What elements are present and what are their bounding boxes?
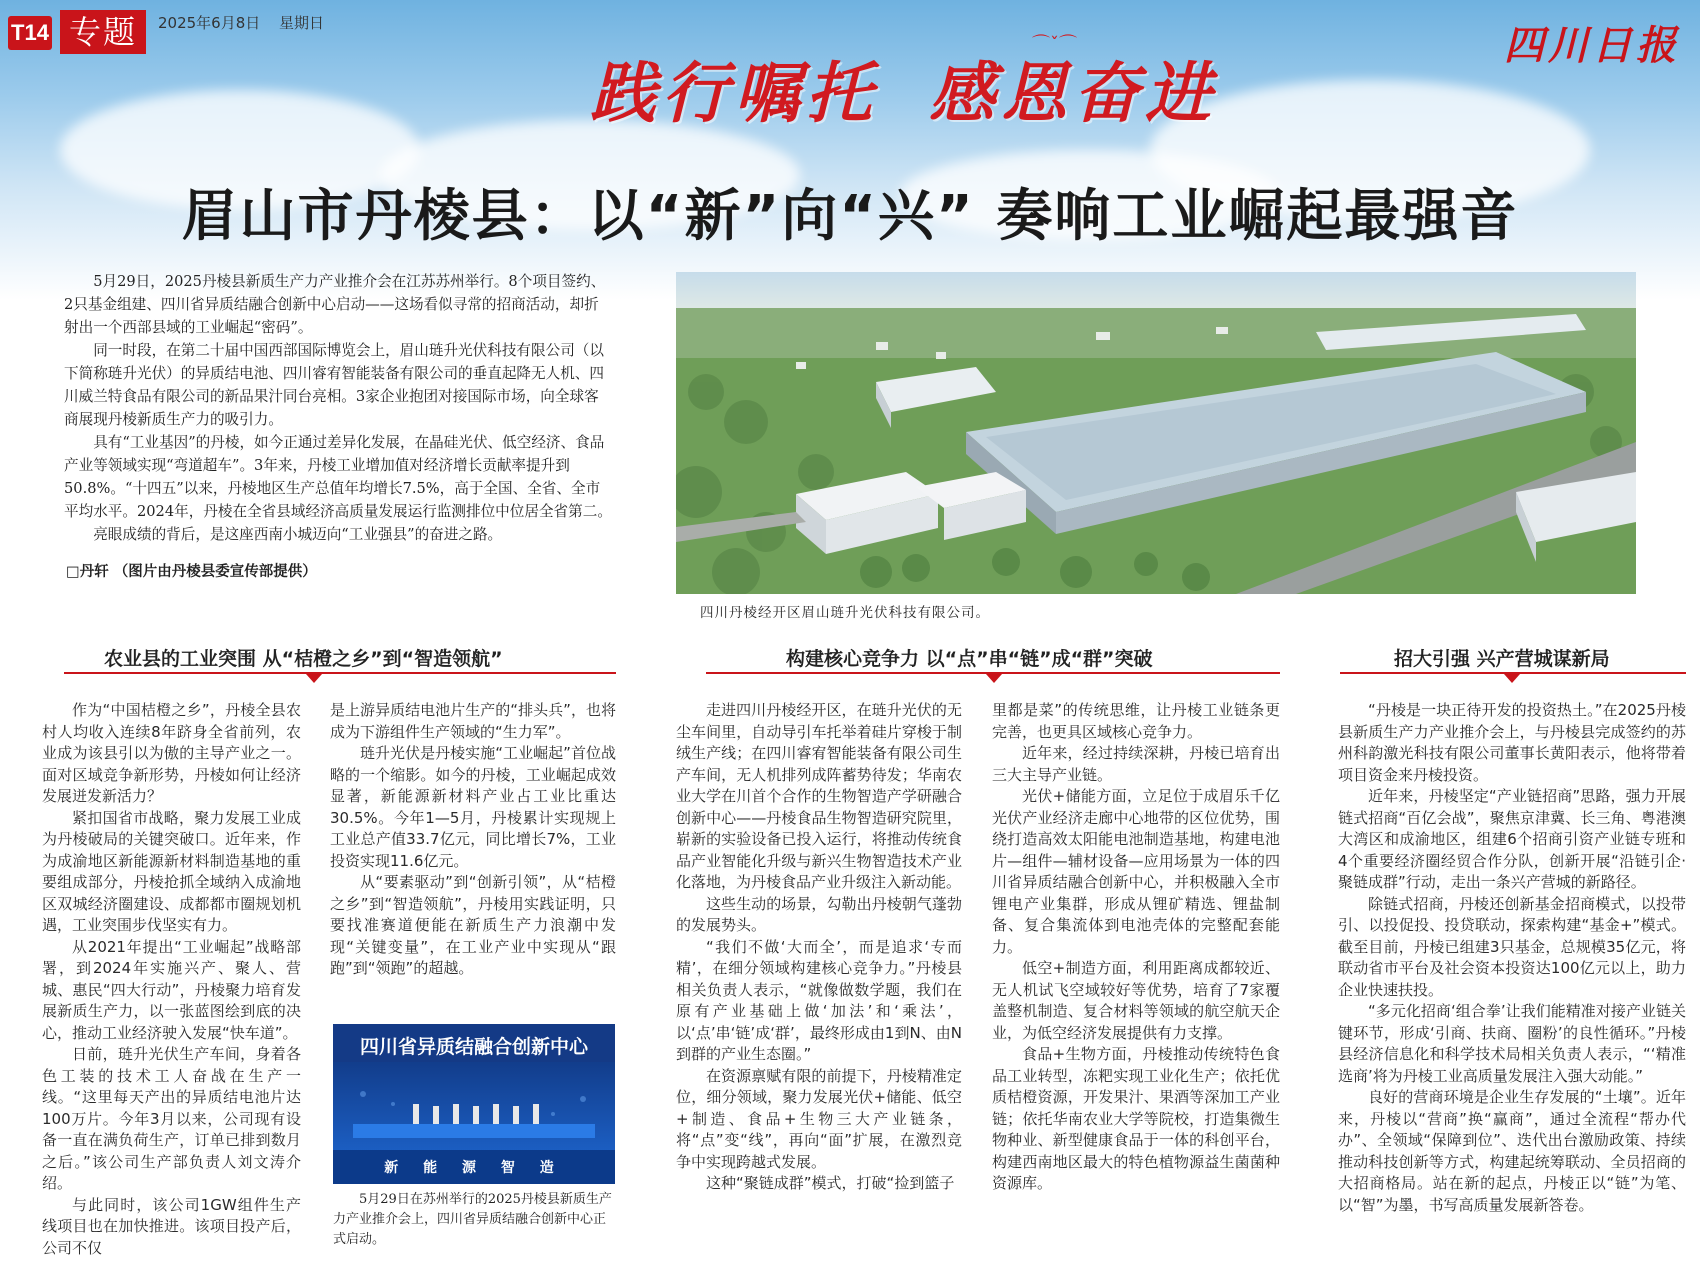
body-paragraph: 良好的营商环境是企业生存发展的“土壤”。近年来，丹棱以“营商”换“赢商”，通过全流程“帮办代办”、全领域“保障到位”、迭代出台激励政策、持续推动科技创新等方式，构建起统筹联动、全员招商的大招商格局。站在新的起点，丹棱正以“链”为笔、以“智”为墨，书写高质量发展新答卷。: [1338, 1088, 1686, 1214]
body-paragraph: “丹棱是一块正待开发的投资热土。”在2025丹棱县新质生产力产业推介会上，与丹棱县完成签约的苏州科韵激光科技有限公司董事长黄阳表示，他将带着项目资金来丹棱投资。: [1338, 701, 1686, 784]
birds-decoration: ⌒ˇ⌒: [1032, 34, 1077, 55]
body-paragraph: 光伏+储能方面，立足位于成眉乐千亿光伏产业经济走廊中心地带的区位优势，围绕打造高效太阳能电池制造基地，构建电池片—组件—辅材设备—应用场景为一体的四川省异质结融合创新中心，并积极融入全市锂电产业集群，形成从锂矿精选、锂盐制备、复合集流体到电池壳体的完整配套能力。: [992, 787, 1280, 956]
factory-aerial-photo: [676, 272, 1636, 594]
body-paragraph: 日前，琏升光伏生产车间，身着各色工装的技术工人奋战在生产一线。“这里每天产出的异质结电池片达100万片。今年3月以来，公司现有设备一直在满负荷生产，订单已排到数月之后。”该公司生产部负责人刘文涛介绍。: [42, 1045, 301, 1192]
factory-illustration: [676, 272, 1636, 594]
page-number-badge: T14: [8, 16, 52, 50]
body-paragraph: 这些生动的场景，勾勒出丹棱朝气蓬勃的发展势头。: [676, 894, 962, 934]
article-column-4: [992, 700, 1280, 1195]
section-title-marker: [986, 674, 1002, 683]
launch-banner-text: 四川省异质结融合创新中心: [359, 1036, 588, 1058]
article-column-5: [1338, 700, 1686, 1216]
body-paragraph: 近年来，经过持续深耕，丹棱已培育出三大主导产业链。: [992, 744, 1280, 784]
launch-photo-caption: 5月29日在苏州举行的2025丹棱县新质生产力产业推介会上，四川省异质结融合创新中心正式启动。: [333, 1192, 612, 1247]
lead-paragraph: 亮眼成绩的背后，是这座西南小城迈向“工业强县”的奋进之路。: [93, 526, 503, 543]
body-paragraph: “我们不做‘大而全’，而是追求‘专而精’，在细分领域构建核心竞争力。”丹棱县相关负责人表示，“就像做数学题，我们在原有产业基础上做‘加法’和‘乘法’，以‘点’串‘链’成‘群’，最终形成由1到N、由N到群的产业生态圈。”: [676, 937, 962, 1063]
launch-lower-text: 新 能 源 智 造: [384, 1160, 564, 1176]
section-title-1: 农业县的工业突围 从“桔橙之乡”到“智造领航”: [104, 648, 503, 670]
body-paragraph: 紧扣国省市战略，聚力发展工业成为丹棱破局的关键突破口。近年来，作为成渝地区新能源新材料制造基地的重要组成部分，丹棱抢抓全域纳入成渝地区双城经济圈建设、成都都市圈规划机遇，工业突围步伐坚实有力。: [42, 808, 301, 934]
lead-paragraph: 具有“工业基因”的丹棱，如今正通过差异化发展，在晶硅光伏、低空经济、食品产业等领域实现“弯道超车”。3年来，丹棱工业增加值对经济增长贡献率提升到50.8%。“十四五”以来，丹棱地区生产总值年均增长7.5%，高于全国、全省、全市平均水平。2024年，丹棱在全省县域经济高质量发展运行监测排位中位居全省第二。: [64, 434, 612, 520]
article-column-3: [676, 700, 962, 1195]
article-column-1: [42, 700, 301, 1259]
body-paragraph: 琏升光伏是丹棱实施“工业崛起”首位战略的一个缩影。如今的丹棱，工业崛起成效显著，新能源新材料产业占工业比重达30.5%。今年1—5月，丹棱累计实现规上工业总产值33.7亿元，同比增长7%，工业投资实现11.6亿元。: [330, 744, 616, 870]
body-paragraph: 从“要素驱动”到“创新引领”，从“桔橙之乡”到“智造领航”，丹棱用实践证明，只要找准赛道便能在新质生产力浪潮中发现“关键变量”，在工业产业中实现从“跟跑”到“领跑”的超越。: [330, 873, 616, 977]
date-text: 2025年6月8日: [158, 14, 261, 32]
body-paragraph: 作为“中国桔橙之乡”，丹棱全县农村人均收入连续8年跻身全省前列，农业成为该县引以为傲的主导产业之一。面对区域竞争新形势，丹棱如何让经济发展迸发新活力？: [42, 701, 301, 805]
lead-paragraph: 同一时段，在第二十届中国西部国际博览会上，眉山琏升光伏科技有限公司（以下简称琏升光伏）的异质结电池、四川睿宥智能装备有限公司的垂直起降无人机、四川威兰特食品有限公司的新品果汁同台亮相。3家企业抱团对接国际市场，向全球客商展现丹棱新质生产力的吸引力。: [64, 342, 604, 428]
section-title-underline: [64, 672, 616, 674]
body-paragraph: 食品+生物方面，丹棱推动传统特色食品工业转型，冻粑实现工业化生产；依托优质桔橙资源，开发果汁、果酒等深加工产业链；依托华南农业大学等院校，打造集微生物种业、新型健康食品于一体的科创平台，构建西南地区最大的特色植物源益生菌菌种资源库。: [992, 1045, 1280, 1192]
section-title-2: 构建核心竞争力 以“点”串“链”成“群”突破: [786, 648, 1153, 670]
page-headline: 眉山市丹棱县：以“新”向“兴” 奏响工业崛起最强音: [181, 184, 1519, 249]
launch-event-photo: [333, 1024, 615, 1184]
body-paragraph: 是上游异质结电池片生产的“排头兵”，也将成为下游组件生产领域的“生力军”。: [330, 701, 616, 741]
byline: □丹轩 （图片由丹棱县委宣传部提供）: [66, 564, 317, 580]
section-badge: 专题: [60, 10, 146, 54]
main-photo-caption: 四川丹棱经开区眉山琏升光伏科技有限公司。: [700, 605, 990, 621]
section-title-marker: [1504, 674, 1520, 683]
weekday-text: 星期日: [279, 14, 325, 32]
article-column-2: [330, 700, 616, 980]
body-paragraph: 走进四川丹棱经开区，在琏升光伏的无尘车间里，自动导引车托举着硅片穿梭于制绒生产线；在四川睿宥智能装备有限公司生产车间，无人机排列成阵蓄势待发；华南农业大学在川首个合作的生物智造产学研融合创新中心——丹棱食品生物智造研究院里，崭新的实验设备已投入运行，将推动传统食品产业智能化升级与新兴生物智造技术产业化落地，为丹棱食品产业升级注入新动能。: [676, 701, 962, 891]
body-paragraph: 从2021年提出“工业崛起”战略部署，到2024年实施兴产、聚人、营城、惠民“四大行动”，丹棱聚力培育发展新质生产力，以一张蓝图绘到底的决心，推动工业经济驶入发展“快车道”。: [42, 937, 301, 1042]
lead-paragraph: 5月29日，2025丹棱县新质生产力产业推介会在江苏苏州举行。8个项目签约、2只基金组建、四川省异质结融合创新中心启动——这场看似寻常的招商活动，却折射出一个西部县域的工业崛起“密码”。: [64, 273, 606, 336]
body-paragraph: “多元化招商‘组合拳’让我们能精准对接产业链关键环节，形成‘引商、扶商、圈粉’的良性循环。”丹棱县经济信息化和科学技术局相关负责人表示，“‘精准选商’将为丹棱工业高质量发展注入强大动能。”: [1338, 1002, 1686, 1085]
lead-text: [64, 270, 612, 546]
body-paragraph: 低空+制造方面，利用距离成都较近、无人机试飞空域较好等优势，培育了7家覆盖整机制造、复合材料等领域的航空航天企业，为低空经济发展提供有力支撑。: [992, 959, 1280, 1042]
section-title-3: 招大引强 兴产营城谋新局: [1394, 648, 1610, 670]
body-paragraph: 里都是菜”的传统思维，让丹棱工业链条更完善，也更具区域核心竞争力。: [992, 701, 1280, 741]
body-paragraph: 在资源禀赋有限的前提下，丹棱精准定位，细分领域，聚力发展光伏+储能、低空+制造、食品+生物三大产业链条，将“点”变“线”，再向“面”扩展，在激烈竞争中实现跨越式发展。: [676, 1066, 962, 1171]
section-title-marker: [306, 674, 322, 683]
dateline: [158, 12, 324, 33]
body-paragraph: 这种“聚链成群”模式，打破“捡到篮子: [706, 1174, 955, 1192]
body-paragraph: 除链式招商，丹棱还创新基金招商模式，以投带引、以投促投、投贷联动，探索构建“基金+”模式。截至目前，丹棱已组建3只基金，总规模35亿元，将联动省市平台及社会资本投资达100亿元以上，助力企业快速扶投。: [1338, 894, 1686, 999]
body-paragraph: 与此同时，该公司1GW组件生产线项目也在加快推进。该项目投产后，公司不仅: [42, 1195, 301, 1257]
slogan-calligraphy: 践行嘱托 感恩奋进: [590, 54, 1217, 132]
body-paragraph: 近年来，丹棱坚定“产业链招商”思路，强力开展链式招商“百亿会战”，聚焦京津冀、长三角、粤港澳大湾区和成渝地区，组建6个招商引资产业链专班和4个重要经济圈经贸合作分队，创新开展“沿链引企·聚链成群”行动，走出一条兴产营城的新路径。: [1338, 787, 1686, 891]
masthead-logo: 四川日报: [1504, 22, 1680, 69]
